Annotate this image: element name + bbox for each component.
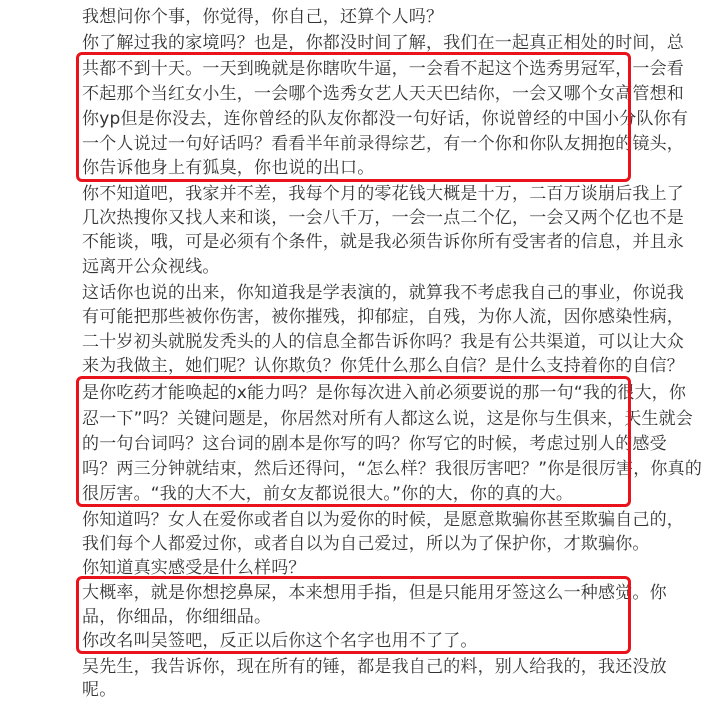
text-line: 不起那个当红女小生，一会哪个选秀女艺人天天巴结你，一会又哪个女高管想和	[82, 84, 684, 104]
text-line: 你告诉他身上有狐臭，你也说的出口。	[82, 158, 375, 178]
text-line: 忍一下”吗？关键问题是，你居然对所有人都这么说，这是你与生俱来，天生就会	[82, 409, 694, 429]
text-line: 是你吃药才能唤起的x能力吗？是你每次进入前必须要说的那一句“我的很大，你	[82, 383, 687, 403]
text-line: 有可能把那些被你伤害，被你摧残，抑郁症，自残，为你人流，因你感染性病，	[82, 307, 684, 327]
text-line: 我们每个人都爱过你，或者自以为自己爱过，所以为了保护你，才欺骗你。	[82, 534, 650, 554]
text-line: 二十岁初头就脱发秃头的人的信息全都告诉你吗？我是有公共渠道，可以让大众	[82, 332, 684, 352]
text-line: 你改名叫吴签吧，反正以后你这个名字也用不了了。	[82, 631, 478, 651]
text-line: 你了解过我的家境吗？也是，你都没时间了解，我们在一起真正相处的时间，总	[82, 33, 684, 53]
text-line: 大概率，就是你想挖鼻屎，本来想用手指，但是只能用牙签这么一种感觉。你	[82, 583, 667, 603]
text-line: 这话你也说的出来，你知道我是学表演的，就算我不考虑我自己的事业，你说我	[82, 283, 684, 303]
text-line: 呢。	[82, 680, 117, 700]
text-line: 你yp但是你没去，连你曾经的队友你都没一句好话，你说曾经的中国小分队你有	[82, 109, 689, 129]
text-line: 不能谈，哦，可是必须有个条件，就是我必须告诉你所有受害者的信息，并且永	[82, 232, 684, 252]
text-line: 很厉害。“我的大不大，前女友都说很大。”你的大，你的真的大。	[82, 484, 574, 504]
text-line: 来为我做主，她们呢？认你欺负？你凭什么那么自信？是什么支持着你的自信？	[82, 356, 684, 376]
text-line: 你知道吗？女人在爱你或者自以为爱你的时候，是愿意欺骗你甚至欺骗自己的，	[82, 510, 684, 530]
text-line: 吴先生，我告诉你，现在所有的锤，都是我自己的料，别人给我的，我还没放	[82, 657, 667, 677]
text-line: 我想问你个事，你觉得，你自己，还算个人吗？	[82, 7, 444, 27]
text-line: 几次热搜你又找人来和谈，一会八千万，一会一点二个亿，一会又两个亿也不是	[82, 208, 684, 228]
text-line: 品，你细品，你细细品。	[82, 607, 272, 627]
text-line: 吗？两三分钟就结束，然后还得问，“怎么样？我很厉害吧？”你是很厉害，你真的	[82, 459, 702, 479]
text-line: 你知道真实感受是什么样吗？	[82, 558, 306, 578]
text-line: 你不知道吧，我家并不差，我每个月的零花钱大概是十万，二百万谈崩后我上了	[82, 184, 684, 204]
text-line: 的一句台词吗？这台词的剧本是你写的吗？你写它的时候，考虑过别人的感受	[82, 434, 667, 454]
text-line: 共都不到十天。一天到晚就是你瞎吹牛逼，一会看不起这个选秀男冠军，一会看	[82, 59, 684, 79]
text-line: 一个人说过一句好话吗？看看半年前录得综艺，有一个你和你队友拥抱的镜头，	[82, 134, 684, 154]
text-line: 远离开公众视线。	[82, 257, 220, 277]
